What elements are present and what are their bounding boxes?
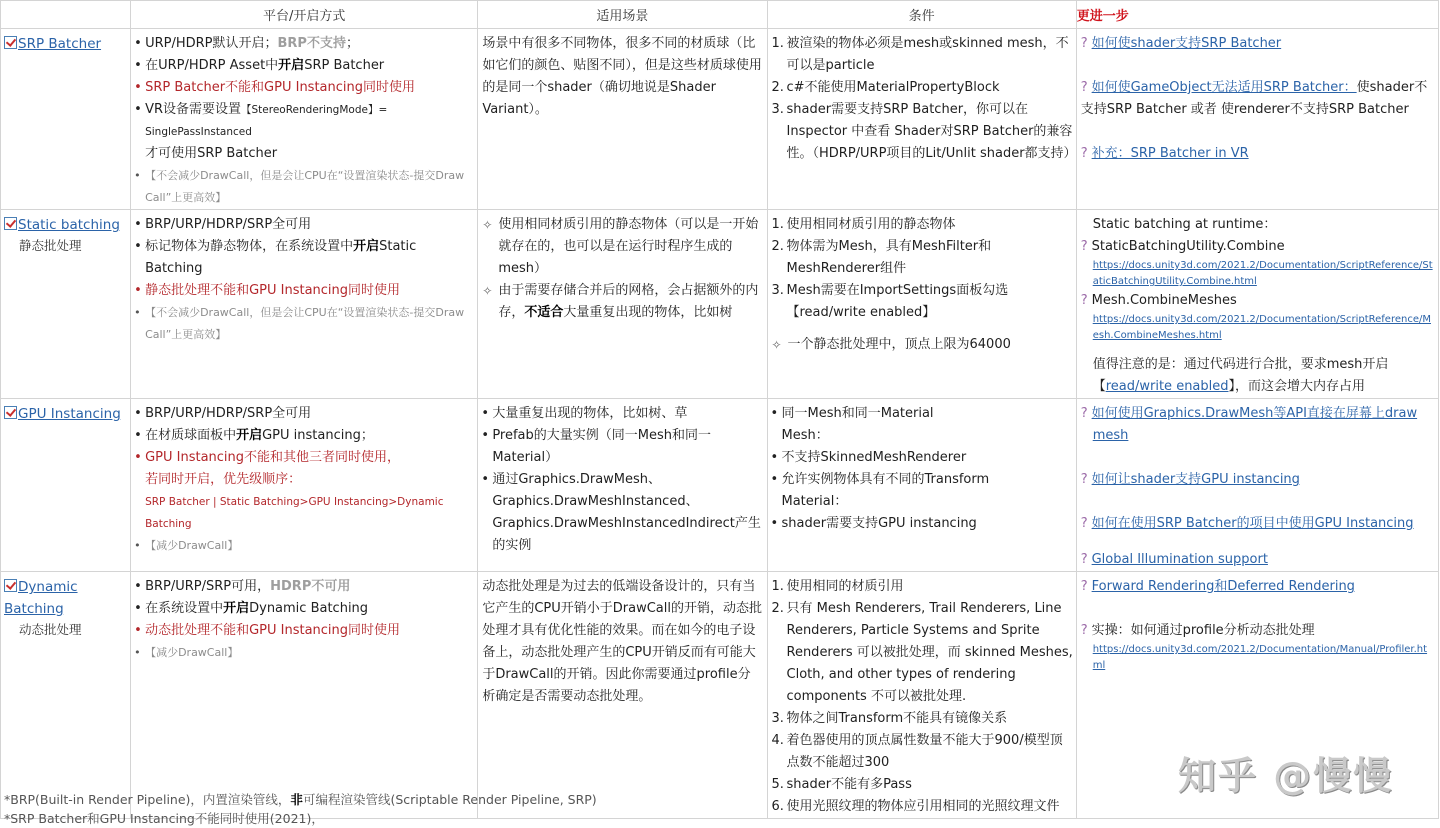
table-row (1, 399, 1439, 572)
list-item: 1. 使用相同的材质引用 (771, 579, 904, 594)
list-item: 1. 使用相同材质引用的静态物体 (771, 217, 956, 232)
srp-batcher-link[interactable]: SRP Batcher (18, 36, 102, 52)
checkbox-checked-icon (4, 217, 17, 230)
question-mark-icon: ? (1080, 80, 1088, 95)
scenario-cell: 动态批处理是为过去的低端设备设计的，只有当它产生的CPU开销小于DrawCall的开销，动态批处理才具有优化性能的效果。而在如今的电子设备上，动态批处理产生的CPU开销反而有可能大于DrawCall的开销。因此你需要通过profile分析确定是否需要动态批处理。 (478, 572, 767, 819)
further-cell: Static batching at runtime： ? StaticBatchingUtility.Combine https://docs.unity3d.com/2021.2/Documentation/ScriptReference/StaticBatchingUtility.Combine.html ? Mesh.CombineMeshes https://docs.unity3d.com/2021.2/Documentation/ScriptReference/Mesh.CombineMeshes.html 值得注意的是：通过代码进行合批，要求mesh开启【read/write enabled】，而这会增大内存占用 (1076, 210, 1438, 399)
platform-cell (131, 29, 478, 210)
list-item: 3. 物体之间Transform不能具有镜像关系 (771, 711, 1008, 726)
further-link[interactable]: 如何使shader支持SRP Batcher (1091, 36, 1282, 51)
further-link[interactable]: Forward Rendering和Deferred Rendering (1091, 579, 1355, 594)
row-name-cell (1, 572, 131, 819)
list-item: • 标记物体为静态物体，在系统设置中开启Static Batching (134, 236, 475, 280)
row-name-cell (1, 210, 131, 399)
conditions-cell (767, 210, 1076, 399)
list-item: 2. 只有 Mesh Renderers, Trail Renderers, Line Renderers, Particle Systems and Sprite Renderers 可以被批处理，而 skinned Meshes, Cloth, and other types of rendering components 不可以被批处理. (771, 601, 1073, 704)
list-item: 3. shader需要支持SRP Batcher，你可以在 Inspector 中查看 Shader对SRP Batcher的兼容性。（HDRP/URP项目的Lit/Unlit shader都支持） (771, 102, 1077, 161)
header-platform: 平台/开启方式 (131, 1, 478, 29)
list-item: 6. 使用光照纹理的物体应引用相同的光照纹理文件 (771, 799, 1060, 814)
list-item: • URP/HDRP默认开启；BRP不支持； (134, 33, 475, 55)
list-item: • 动态批处理不能和GPU Instancing同时使用 (134, 620, 475, 642)
question-mark-icon: ? (1080, 293, 1088, 308)
question-mark-icon: ? (1080, 472, 1088, 487)
list-item: 4. 着色器使用的顶点属性数量不能大于900/模型顶点数不能超过300 (771, 733, 1063, 770)
footnotes (4, 790, 597, 828)
list-item: • 大量重复出现的物体，比如树、草 (481, 403, 764, 425)
further-cell: ? 如何使shader支持SRP Batcher ? 如何使GameObject无法适用SRP Batcher：使shader不支持SRP Batcher 或者 使renderer不支持SRP Batcher ? 补充：SRP Batcher in VR (1076, 29, 1438, 210)
gpu-instancing-link[interactable]: GPU Instancing (18, 406, 121, 422)
further-link[interactable]: 如何使用Graphics.DrawMesh等API直接在屏幕上draw mesh (1091, 406, 1418, 443)
checkbox-checked-icon (4, 579, 17, 592)
list-item: • 【减少DrawCall】 (134, 535, 475, 557)
list-item: • BRP/URP/SRP可用，HDRP不可用 (134, 576, 475, 598)
further-link[interactable]: 如何在使用SRP Batcher的项目中使用GPU Instancing (1091, 516, 1414, 531)
list-item: • 通过Graphics.DrawMesh、Graphics.DrawMeshInstanced、Graphics.DrawMeshInstancedIndirect产生的实例 (481, 469, 764, 557)
header-row (1, 1, 1439, 29)
doc-url-link[interactable]: https://docs.unity3d.com/2021.2/Documentation/ScriptReference/StaticBatchingUtility.Combine.html (1092, 260, 1433, 287)
list-item: 2. c#不能使用MaterialPropertyBlock (771, 80, 1000, 95)
checkbox-checked-icon (4, 36, 17, 49)
list-item: 1. 被渲染的物体必须是mesh或skinned mesh，不可以是particle (771, 36, 1069, 73)
list-item: • 静态批处理不能和GPU Instancing同时使用 (134, 280, 475, 302)
dynamic-batching-link[interactable]: Dynamic Batching (4, 579, 78, 617)
platform-cell (131, 572, 478, 819)
list-item: • 在URP/HDRP Asset中开启SRP Batcher (134, 55, 475, 77)
scenario-cell: 场景中有很多不同物体，很多不同的材质球（比如它们的颜色、贴图不同），但是这些材质球使用的是同一个shader（确切地说是Shader Variant）。 (478, 29, 767, 210)
platform-cell (131, 210, 478, 399)
list-item: • 同一Mesh和同一Material (771, 403, 1074, 425)
header-scenario: 适用场景 (478, 1, 767, 29)
platform-cell (131, 399, 478, 572)
table-row (1, 29, 1439, 210)
conditions-cell: • 同一Mesh和同一Material Mesh： • 不支持SkinnedMeshRenderer • 允许实例物体具有不同的Transform Material： • shader需要支持GPU instancing (767, 399, 1076, 572)
doc-url-link[interactable]: https://docs.unity3d.com/2021.2/Documentation/Manual/Profiler.html (1092, 644, 1428, 671)
list-item: • shader需要支持GPU instancing (771, 513, 1074, 535)
list-item: • SRP Batcher不能和GPU Instancing同时使用 (134, 77, 475, 99)
list-item: • VR设备需要设置【StereoRenderingMode】= SinglePassInstanced 才可使用SRP Batcher (134, 99, 475, 165)
header-empty (1, 1, 131, 29)
scenario-cell (478, 210, 767, 399)
row-name-cell (1, 399, 131, 572)
further-cell: ? Forward Rendering和Deferred Rendering ? 实操：如何通过profile分析动态批处理 https://docs.unity3d.com/2021.2/Documentation/Manual/Profiler.html (1076, 572, 1438, 819)
further-link[interactable]: 如何让shader支持GPU instancing (1091, 472, 1300, 487)
list-item: • 【不会减少DrawCall，但是会让CPU在“设置渲染状态-提交Draw Call”上更高效】 (134, 302, 475, 346)
list-item: • 【不会减少DrawCall，但是会让CPU在“设置渲染状态-提交Draw Call”上更高效】 (134, 165, 475, 209)
checkbox-checked-icon (4, 406, 17, 419)
list-item: • 在系统设置中开启Dynamic Batching (134, 598, 475, 620)
watermark: 知乎 @慢慢 (1178, 754, 1394, 798)
question-mark-icon: ? (1080, 579, 1088, 594)
further-link[interactable]: 如何使GameObject无法适用SRP Batcher： (1091, 80, 1357, 95)
further-cell (1076, 399, 1438, 572)
list-item: 2. 物体需为Mesh，具有MeshFilter和MeshRenderer组件 (771, 239, 992, 276)
scenario-cell (478, 399, 767, 572)
header-conditions: 条件 (767, 1, 1076, 29)
list-item: • BRP/URP/HDRP/SRP全可用 (134, 214, 475, 236)
question-mark-icon: ? (1080, 36, 1088, 51)
list-item: • 在材质球面板中开启GPU instancing； (134, 425, 475, 447)
question-mark-icon: ? (1080, 406, 1088, 421)
conditions-cell (767, 572, 1076, 819)
diamond-bullet-item: ✧ 一个静态批处理中，顶点上限为64000 (772, 334, 1072, 356)
list-item: • BRP/URP/HDRP/SRP全可用 (134, 403, 475, 425)
question-mark-icon: ? (1080, 623, 1088, 638)
doc-url-link[interactable]: https://docs.unity3d.com/2021.2/Documentation/ScriptReference/Mesh.CombineMeshes.html (1092, 314, 1431, 341)
table-row (1, 210, 1439, 399)
header-further: 更进一步 (1076, 1, 1438, 29)
diamond-bullet-item: ✧ 由于需要存储合并后的网格，会占据额外的内存，不适合大量重复出现的物体，比如树 (482, 280, 762, 324)
list-item: • 不支持SkinnedMeshRenderer (771, 447, 1074, 469)
row-subtitle: 动态批处理 (19, 622, 82, 637)
further-link[interactable]: 补充：SRP Batcher in VR (1091, 146, 1249, 161)
list-item: • 允许实例物体具有不同的Transform (771, 469, 1074, 491)
list-item: • Prefab的大量实例（同一Mesh和同一Material） (481, 425, 764, 469)
conditions-cell (767, 29, 1076, 210)
row-name-cell (1, 29, 131, 210)
further-link[interactable]: Global Illumination support (1091, 552, 1268, 567)
list-item: 5. shader不能有多Pass (771, 777, 912, 792)
read-write-link[interactable]: read/write enabled (1105, 379, 1229, 394)
question-mark-icon: ? (1080, 146, 1088, 161)
question-mark-icon: ? (1080, 516, 1088, 531)
row-subtitle: 静态批处理 (19, 238, 82, 253)
footnote-brp: *BRP(Built-in Render Pipeline)，内置渲染管线，非可编程渲染管线(Scriptable Render Pipeline, SRP) (4, 792, 597, 807)
static-batching-link[interactable]: Static batching (18, 217, 120, 233)
list-item: • GPU Instancing不能和其他三者同时使用， 若同时开启，优先级顺序： SRP Batcher | Static Batching>GPU Instancing>Dynamic Batching (134, 447, 475, 535)
footnote-srp: *SRP Batcher和GPU Instancing不能同时使用(2021)， (4, 811, 324, 826)
question-mark-icon: ? (1080, 552, 1088, 567)
list-item: 3. Mesh需要在ImportSettings面板勾选【read/write enabled】 (771, 283, 1009, 320)
diamond-bullet-item: ✧ 使用相同材质引用的静态物体（可以是一开始就存在的，也可以是在运行时程序生成的mesh） (482, 214, 762, 280)
question-mark-icon: ? (1080, 239, 1088, 254)
list-item: • 【减少DrawCall】 (134, 642, 475, 664)
